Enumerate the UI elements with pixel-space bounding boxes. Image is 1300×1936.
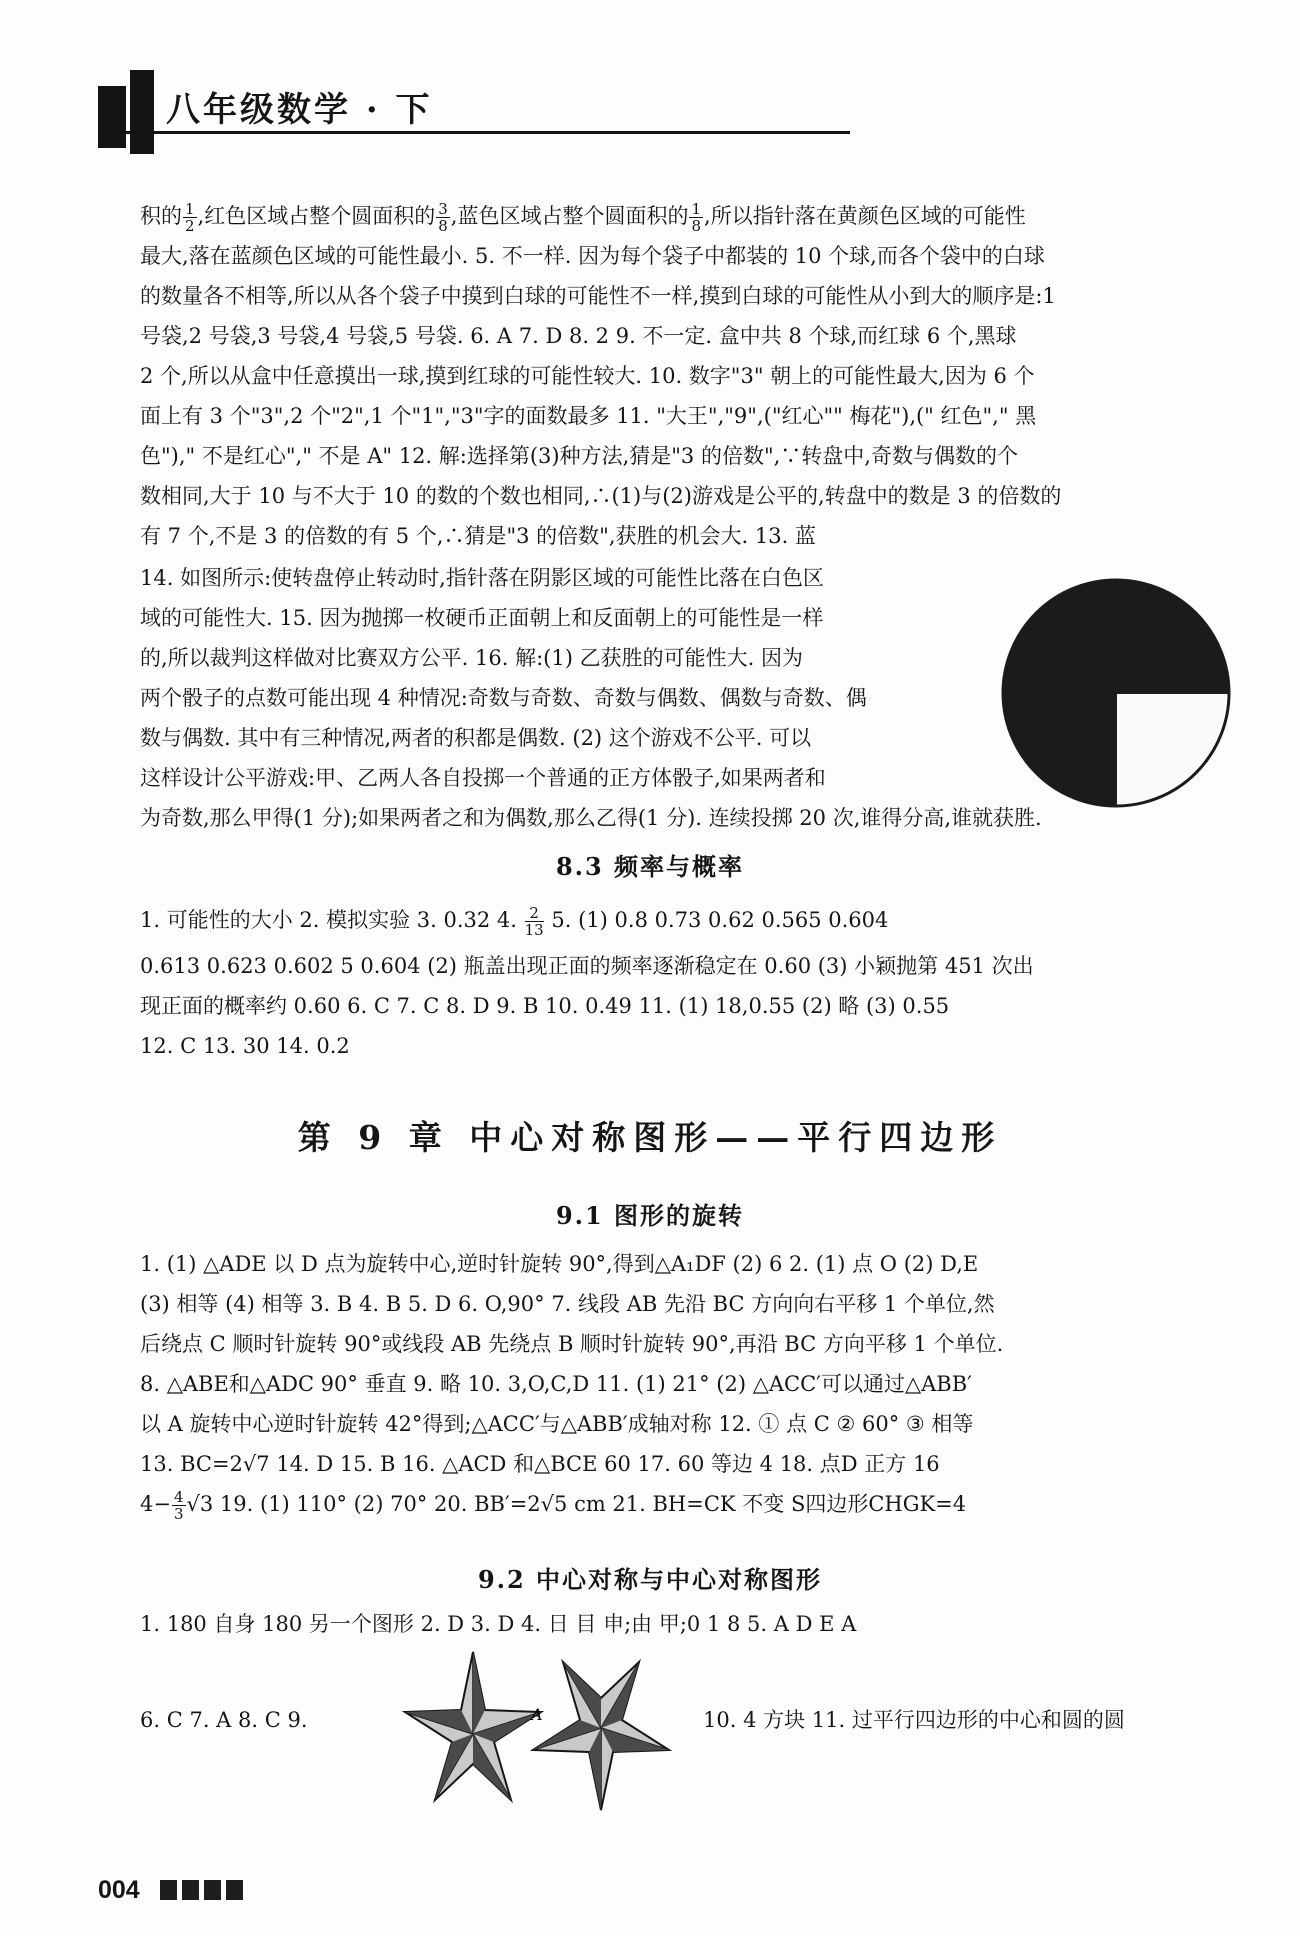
right-star-icon bbox=[533, 1662, 669, 1810]
text-line bbox=[140, 900, 1034, 940]
text-line bbox=[140, 1484, 1003, 1524]
section-heading-8-3: 8.3 频率与概率 bbox=[555, 852, 745, 881]
point-label: A bbox=[531, 1705, 543, 1724]
fraction-denominator: 8 bbox=[691, 217, 702, 235]
text-run: √3 19. (1) 110° (2) 70° 20. BB′=2√5 cm 21. BH=CK 不变 S四边形CHGK=4 bbox=[186, 1492, 967, 1516]
text-line: 这样设计公平游戏:甲、乙两人各自投掷一个普通的正方体骰子,如果两者和 bbox=[140, 766, 826, 790]
text-line: 后绕点 C 顺时针旋转 90°或线段 AB 先绕点 B 顺时针旋转 90°,再沿 BC 方向平移 1 个单位. bbox=[140, 1332, 1004, 1356]
section-heading-9-2: 9.2 中心对称与中心对称图形 bbox=[477, 1565, 823, 1594]
text-run: 4− bbox=[140, 1492, 171, 1516]
fraction-denominator: 8 bbox=[438, 217, 448, 235]
left-star-icon bbox=[405, 1652, 541, 1800]
text-line: 的,所以裁判这样做对比赛双方公平. 16. 解:(1) 乙获胜的可能性大. 因为 bbox=[140, 646, 803, 670]
header-decor-bar bbox=[130, 70, 154, 154]
header-rule bbox=[98, 131, 850, 134]
star-symmetry-figure bbox=[383, 1622, 693, 1847]
text-line: (3) 相等 (4) 相等 3. B 4. B 5. D 6. O,90° 7. 线段 AB 先沿 BC 方向向右平移 1 个单位,然 bbox=[140, 1292, 995, 1316]
text-line: 最大,落在蓝颜色区域的可能性最小. 5. 不一样. 因为每个袋子中都装的 10 个球,而各个袋中的白球 bbox=[140, 244, 1045, 268]
answers-block-8-3 bbox=[140, 900, 1034, 1066]
fraction bbox=[172, 1489, 186, 1522]
text-line: 面上有 3 个"3",2 个"2",1 个"1","3"字的面数最多 11. "大王","9",("红心"" 梅花"),(" 红色"," 黑 bbox=[140, 404, 1037, 428]
text-line: 两个骰子的点数可能出现 4 种情况:奇数与奇数、奇数与偶数、偶数与奇数、偶 bbox=[140, 686, 867, 710]
text-line: 2 个,所以从盒中任意摸出一球,摸到红球的可能性较大. 10. 数字"3" 朝上的可能性最大,因为 6 个 bbox=[140, 364, 1035, 388]
fraction bbox=[436, 201, 450, 234]
text-line: 的数量各不相等,所以从各个袋子中摸到白球的可能性不一样,摸到白球的可能性从小到大的顺序是:1 bbox=[140, 284, 1056, 308]
text-run: 1. 可能性的大小 2. 模拟实验 3. 0.32 4. bbox=[140, 908, 524, 932]
fraction-numerator: 2 bbox=[525, 905, 544, 922]
text-line: 数与偶数. 其中有三种情况,两者的积都是偶数. (2) 这个游戏不公平. 可以 bbox=[140, 726, 812, 750]
text-line: 号袋,2 号袋,3 号袋,4 号袋,5 号袋. 6. A 7. D 8. 2 9. 不一定. 盒中共 8 个球,而红球 6 个,黑球 bbox=[140, 324, 1017, 348]
fraction-denominator: 13 bbox=[524, 921, 544, 939]
text-line: 色")," 不是红心"," 不是 A" 12. 解:选择第(3)种方法,猜是"3 的倍数",∵转盘中,奇数与偶数的个 bbox=[140, 444, 1018, 468]
text-line: 为奇数,那么甲得(1 分);如果两者之和为偶数,那么乙得(1 分). 连续投掷 20 次,谁得分高,谁就获胜. bbox=[140, 806, 1042, 830]
text-line bbox=[140, 196, 1061, 236]
footer-decor-block bbox=[182, 1880, 199, 1900]
text-line: 1. 180 自身 180 另一个图形 2. D 3. D 4. 日 目 申;由 甲;0 1 8 5. A D E A bbox=[140, 1612, 857, 1636]
footer-decor-block bbox=[204, 1880, 221, 1900]
answers-block-14-16 bbox=[140, 558, 1042, 838]
text-line: 数相同,大于 10 与不大于 10 的数的个数也相同,∴(1)与(2)游戏是公平的,转盘中的数是 3 的倍数的 bbox=[140, 484, 1062, 508]
text-line: 以 A 旋转中心逆时针旋转 42°得到;△ACC′与△ABB′成轴对称 12. ① 点 C ② 60° ③ 相等 bbox=[140, 1412, 974, 1436]
text-line: 14. 如图所示:使转盘停止转动时,指针落在阴影区域的可能性比落在白色区 bbox=[140, 566, 824, 590]
answers-block-8-2 bbox=[140, 196, 1061, 556]
text-line: 0.613 0.623 0.602 5 0.604 (2) 瓶盖出现正面的频率逐渐稳定在 0.60 (3) 小颖抛第 451 次出 bbox=[140, 954, 1034, 978]
text-run: ,所以指针落在黄颜色区域的可能性 bbox=[704, 204, 1026, 228]
text-line: 有 7 个,不是 3 的倍数的有 5 个,∴猜是"3 的倍数",获胜的机会大. 13. 蓝 bbox=[140, 524, 816, 548]
fraction-denominator: 2 bbox=[185, 217, 195, 235]
fraction bbox=[689, 201, 703, 234]
text-line: 现正面的概率约 0.60 6. C 7. C 8. D 9. B 10. 0.49 11. (1) 18,0.55 (2) 略 (3) 0.55 bbox=[140, 994, 950, 1018]
text-run: 积的 bbox=[140, 204, 182, 228]
text-run: 5. (1) 0.8 0.73 0.62 0.565 0.604 bbox=[544, 908, 889, 932]
fraction-numerator: 1 bbox=[185, 200, 195, 218]
text-run: ,蓝色区域占整个圆面积的 bbox=[450, 204, 689, 228]
text-line: 1. (1) △ADE 以 D 点为旋转中心,逆时针旋转 90°,得到△A₁DF (2) 6 2. (1) 点 O (2) D,E bbox=[140, 1252, 979, 1276]
fraction-numerator: 4 bbox=[173, 1488, 184, 1506]
fraction bbox=[183, 201, 197, 234]
header-decor-bar bbox=[98, 86, 126, 148]
footer-decor-block bbox=[226, 1880, 243, 1900]
page-number: 004 bbox=[98, 1876, 140, 1904]
spinner-diagram bbox=[1001, 578, 1231, 808]
text-line: 12. C 13. 30 14. 0.2 bbox=[140, 1034, 350, 1058]
answers-block-9-1 bbox=[140, 1244, 1003, 1524]
fraction-numerator: 3 bbox=[438, 200, 448, 218]
text-line: 域的可能性大. 15. 因为抛掷一枚硬币正面朝上和反面朝上的可能性是一样 bbox=[140, 606, 824, 630]
chapter-heading: 第 9 章 中心对称图形——平行四边形 bbox=[297, 1118, 1003, 1157]
footer-decor-block bbox=[160, 1880, 177, 1900]
answers-10-11: 10. 4 方块 11. 过平行四边形的中心和圆的圆 bbox=[703, 1708, 1125, 1732]
text-line: 8. △ABE和△ADC 90° 垂直 9. 略 10. 3,O,C,D 11. (1) 21° (2) △ACC′可以通过△ABB′ bbox=[140, 1372, 972, 1396]
answers-6-to-9: 6. C 7. A 8. C 9. bbox=[140, 1708, 308, 1732]
spinner-white-area bbox=[1116, 693, 1229, 806]
header-title: 八年级数学 · 下 bbox=[166, 90, 433, 130]
text-line: 13. BC=2√7 14. D 15. B 16. △ACD 和△BCE 60 17. 60 等边 4 18. 点D 正方 16 bbox=[140, 1452, 940, 1476]
fraction-denominator: 3 bbox=[173, 1505, 184, 1523]
text-run: ,红色区域占整个圆面积的 bbox=[197, 204, 436, 228]
section-heading-9-1: 9.1 图形的旋转 bbox=[555, 1201, 745, 1230]
fraction-numerator: 1 bbox=[691, 200, 702, 218]
fraction bbox=[525, 905, 544, 938]
